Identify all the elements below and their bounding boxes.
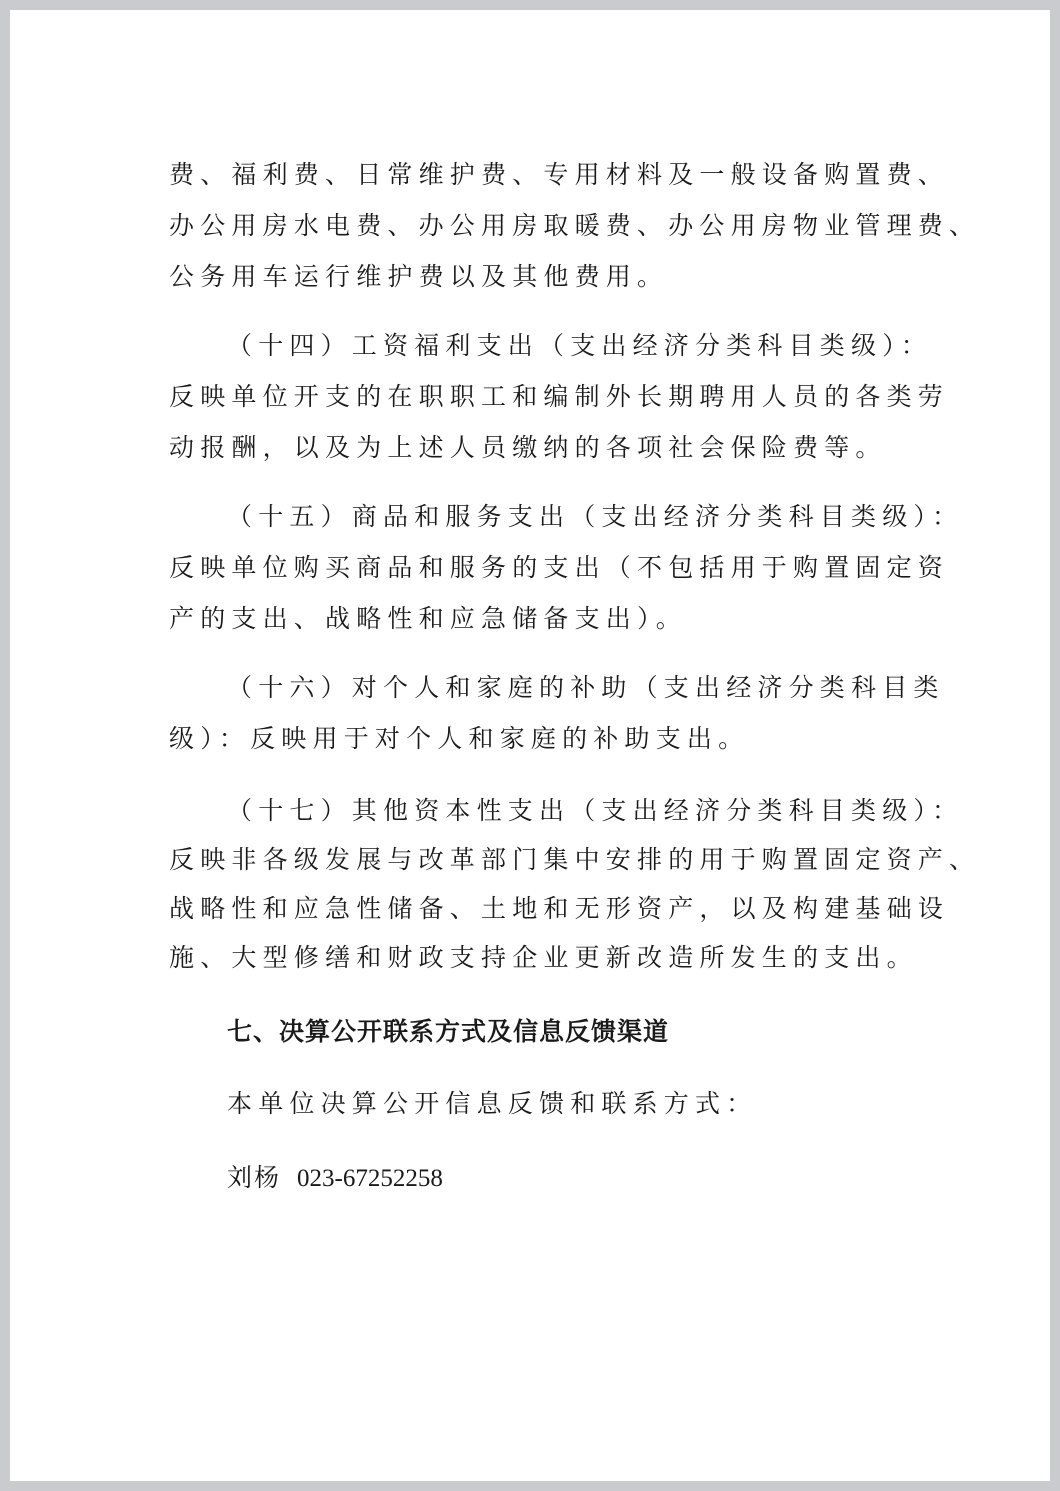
paragraph-line: （十六）对个人和家庭的补助（支出经济分类科目类 (227, 673, 945, 702)
paragraph-line: （十五）商品和服务支出（支出经济分类科目类级）： (227, 502, 964, 531)
paragraph-line: 反映单位购买商品和服务的支出（不包括用于购置固定资 (169, 553, 950, 582)
paragraph-line: 级）：反映用于对个人和家庭的补助支出。 (169, 724, 750, 753)
contact-phone: 023-67252258 (297, 1165, 443, 1192)
contact-line (227, 1163, 443, 1194)
section-heading: 七、决算公开联系方式及信息反馈渠道 (227, 1017, 670, 1046)
paragraph-line: 公务用车运行维护费以及其他费用。 (169, 262, 669, 291)
paragraph-line: 费、福利费、日常维护费、专用材料及一般设备购置费、 (169, 160, 950, 189)
paragraph-line: 反映单位开支的在职职工和编制外长期聘用人员的各类劳 (169, 382, 950, 411)
paragraph-line: 反映非各级发展与改革部门集中安排的用于购置固定资产、 (169, 845, 981, 874)
paragraph-line: 施、大型修缮和财政支持企业更新改造所发生的支出。 (169, 943, 918, 972)
contact-intro: 本单位决算公开信息反馈和联系方式： (227, 1089, 758, 1118)
paragraph-line: （十七）其他资本性支出（支出经济分类科目类级）： (227, 796, 964, 825)
paragraph-line: 战略性和应急性储备、土地和无形资产，以及构建基础设 (169, 894, 950, 923)
paragraph-line: （十四）工资福利支出（支出经济分类科目类级）： (227, 331, 933, 360)
document-page (10, 10, 1050, 1481)
paragraph-line: 动报酬，以及为上述人员缴纳的各项社会保险费等。 (169, 433, 887, 462)
paragraph-line: 产的支出、战略性和应急储备支出）。 (169, 604, 687, 633)
contact-name: 刘杨 (227, 1163, 282, 1192)
paragraph-line: 办公用房水电费、办公用房取暖费、办公用房物业管理费、 (169, 211, 981, 240)
